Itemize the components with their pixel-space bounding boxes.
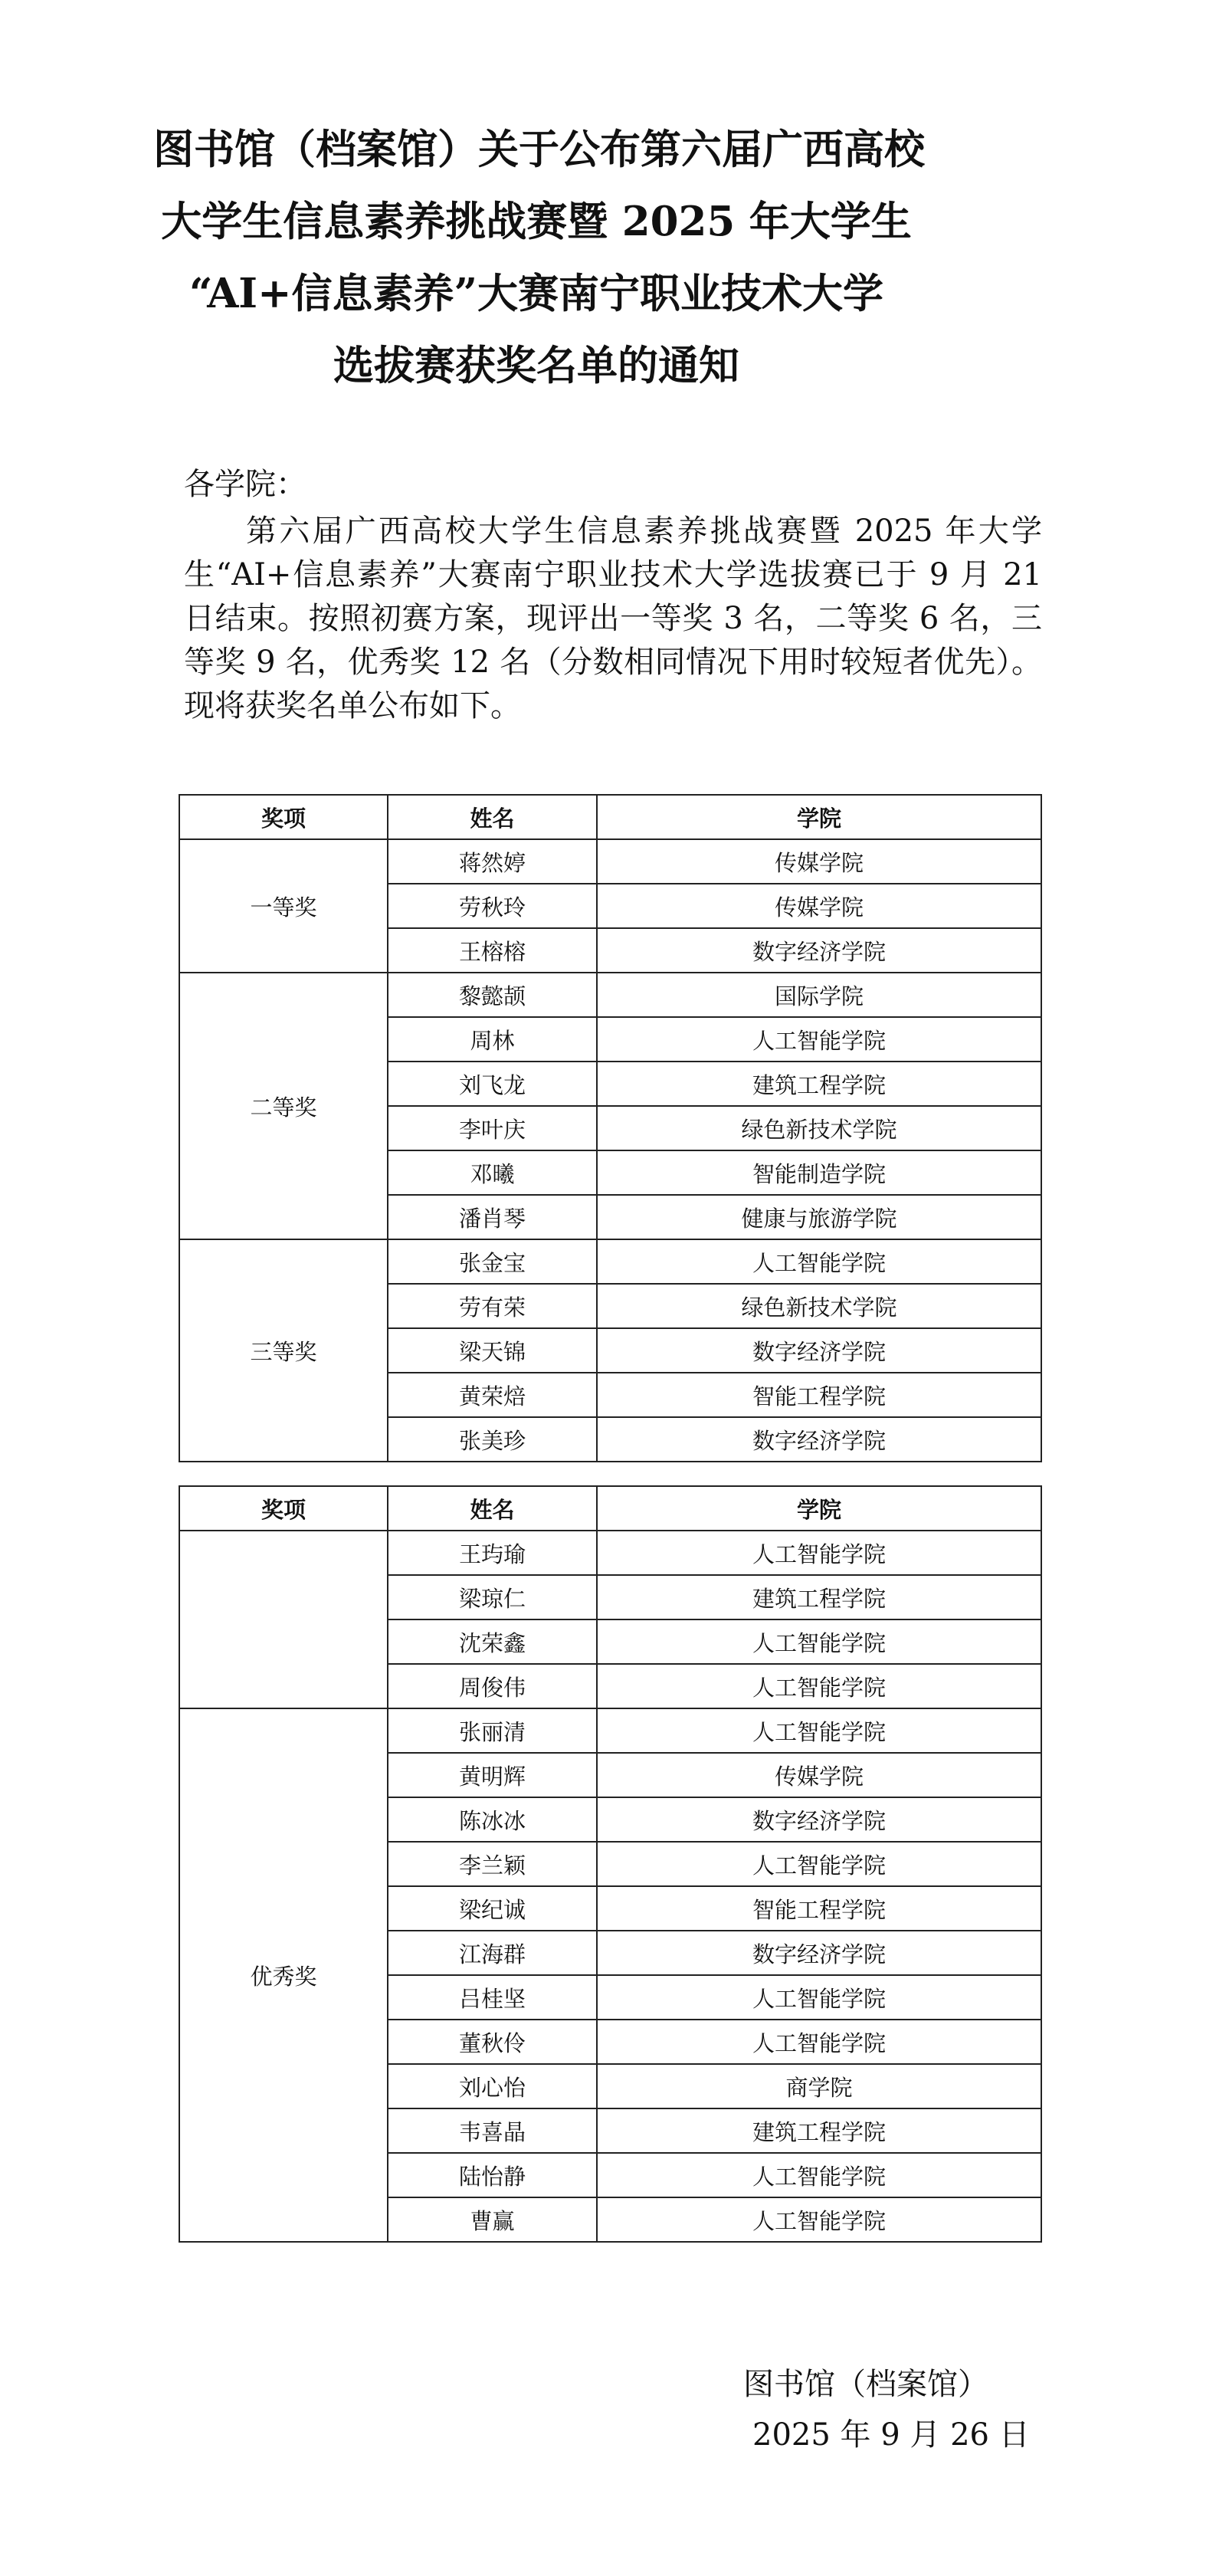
college-cell: 数字经济学院: [597, 928, 1041, 973]
college-cell: 传媒学院: [597, 1753, 1041, 1797]
name-cell: 梁琼仁: [388, 1575, 597, 1619]
college-cell: 人工智能学院: [597, 2197, 1041, 2242]
name-cell: 王榕榕: [388, 928, 597, 973]
college-cell: 数字经济学院: [597, 1417, 1041, 1462]
header-name: 姓名: [388, 795, 597, 839]
college-cell: 人工智能学院: [597, 1664, 1041, 1708]
college-cell: 传媒学院: [597, 839, 1041, 884]
college-cell: 人工智能学院: [597, 1017, 1041, 1062]
table-row: [179, 839, 1041, 884]
college-cell: 绿色新技术学院: [597, 1106, 1041, 1150]
name-cell: 李叶庆: [388, 1106, 597, 1150]
college-cell: 健康与旅游学院: [597, 1195, 1041, 1239]
college-cell: 人工智能学院: [597, 1842, 1041, 1886]
college-cell: 数字经济学院: [597, 1931, 1041, 1975]
college-cell: 数字经济学院: [597, 1328, 1041, 1373]
college-cell: 人工智能学院: [597, 1239, 1041, 1284]
college-cell: 智能制造学院: [597, 1150, 1041, 1195]
college-cell: 建筑工程学院: [597, 2108, 1041, 2153]
college-cell: 人工智能学院: [597, 2153, 1041, 2197]
award-cell: 优秀奖: [179, 1708, 388, 2242]
name-cell: 张金宝: [388, 1239, 597, 1284]
title-line: “AI+信息素养”大赛南宁职业技术大学: [189, 270, 883, 317]
college-cell: 建筑工程学院: [597, 1575, 1041, 1619]
name-cell: 劳秋玲: [388, 884, 597, 928]
college-cell: 人工智能学院: [597, 1531, 1041, 1575]
college-cell: 人工智能学院: [597, 1619, 1041, 1664]
award-cell: [179, 1531, 388, 1708]
college-cell: 智能工程学院: [597, 1886, 1041, 1931]
table-row: [179, 1239, 1041, 1284]
name-cell: 韦喜晶: [388, 2108, 597, 2153]
college-cell: 人工智能学院: [597, 1975, 1041, 2020]
salutation: 各学院：: [184, 467, 306, 502]
college-cell: 数字经济学院: [597, 1797, 1041, 1842]
title-line: 图书馆（档案馆）关于公布第六届广西高校: [153, 126, 925, 173]
college-cell: 商学院: [597, 2064, 1041, 2108]
table-row: [179, 1531, 1041, 1575]
college-cell: 传媒学院: [597, 884, 1041, 928]
college-cell: 智能工程学院: [597, 1373, 1041, 1417]
body-paragraph: 第六届广西高校大学生信息素养挑战赛暨 2025 年大学生“AI+信息素养”大赛南宁职业技术大学选拔赛已于 9 月 21 日结束。按照初赛方案，现评出一等奖 3 名，二等奖 6 名，三等奖 9 名，优秀奖 12 名（分数相同情况下用时较短者优先）。现将获奖名单公布如下。: [184, 514, 1042, 724]
table-header-row: [179, 1486, 1041, 1531]
college-cell: 绿色新技术学院: [597, 1284, 1041, 1328]
name-cell: 梁天锦: [388, 1328, 597, 1373]
award-cell: 一等奖: [179, 839, 388, 973]
name-cell: 李兰颖: [388, 1842, 597, 1886]
title-line: 选拔赛获奖名单的通知: [333, 342, 739, 389]
name-cell: 沈荣鑫: [388, 1619, 597, 1664]
signature-block: [743, 2359, 1030, 2460]
award-table-1: [179, 794, 1042, 1462]
name-cell: 董秋伶: [388, 2020, 597, 2064]
name-cell: 曹赢: [388, 2197, 597, 2242]
name-cell: 周林: [388, 1017, 597, 1062]
college-cell: 人工智能学院: [597, 1708, 1041, 1753]
name-cell: 张丽清: [388, 1708, 597, 1753]
name-cell: 梁纪诚: [388, 1886, 597, 1931]
name-cell: 陆怡静: [388, 2153, 597, 2197]
signature-date: 2025 年 9 月 26 日: [752, 2417, 1030, 2453]
signature-org: 图书馆（档案馆）: [743, 2367, 988, 2402]
table-row: [179, 1708, 1041, 1753]
name-cell: 吕桂坚: [388, 1975, 597, 2020]
name-cell: 江海群: [388, 1931, 597, 1975]
name-cell: 黄荣焙: [388, 1373, 597, 1417]
name-cell: 邓曦: [388, 1150, 597, 1195]
header-college: 学院: [597, 795, 1041, 839]
name-cell: 潘肖琴: [388, 1195, 597, 1239]
table-row: [179, 973, 1041, 1017]
name-cell: 黄明辉: [388, 1753, 597, 1797]
name-cell: 黎懿颉: [388, 973, 597, 1017]
award-cell: 三等奖: [179, 1239, 388, 1462]
award-table-2: [179, 1485, 1042, 2243]
college-cell: 建筑工程学院: [597, 1062, 1041, 1106]
college-cell: 人工智能学院: [597, 2020, 1041, 2064]
header-name: 姓名: [388, 1486, 597, 1531]
table-header-row: [179, 795, 1041, 839]
title-line: 大学生信息素养挑战赛暨 2025 年大学生: [161, 198, 912, 245]
name-cell: 蒋然婷: [388, 839, 597, 884]
document-title: [153, 113, 925, 402]
name-cell: 王玙瑜: [388, 1531, 597, 1575]
college-cell: 国际学院: [597, 973, 1041, 1017]
header-college: 学院: [597, 1486, 1041, 1531]
name-cell: 刘心怡: [388, 2064, 597, 2108]
name-cell: 周俊伟: [388, 1664, 597, 1708]
name-cell: 陈冰冰: [388, 1797, 597, 1842]
header-award: 奖项: [179, 1486, 388, 1531]
name-cell: 刘飞龙: [388, 1062, 597, 1106]
name-cell: 劳有荣: [388, 1284, 597, 1328]
header-award: 奖项: [179, 795, 388, 839]
name-cell: 张美珍: [388, 1417, 597, 1462]
award-cell: 二等奖: [179, 973, 388, 1239]
